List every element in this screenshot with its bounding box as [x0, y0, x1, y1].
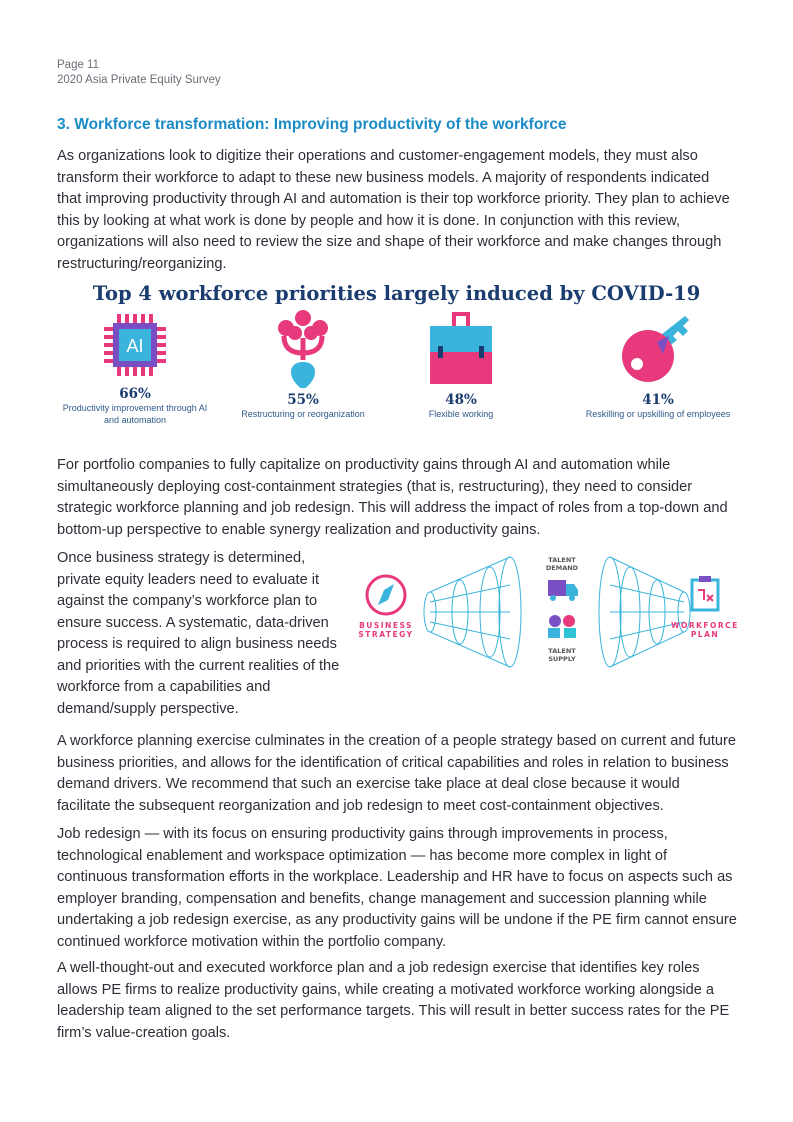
business-strategy-label-1: BUSINESS: [359, 621, 413, 630]
briefcase-icon: [424, 308, 498, 388]
page-header: [57, 58, 221, 88]
priority-item-reskilling: [578, 308, 738, 420]
workforce-plan-label-2: PLAN: [690, 630, 720, 639]
paragraph-workforce-planning: A workforce planning exercise culminates in the creation of a people strategy based on current and future business priorities, and allows for the identification of critical capabilities and roles in relation to business demand drivers. We recommend that such an exercise take place at deal close because it would facilitate the subsequent reorganization and job redesign to meet cost-containment objectives.: [57, 733, 737, 814]
truck-icon: [548, 580, 578, 601]
priority-item-restructuring: [223, 308, 383, 420]
paragraph-intro: As organizations look to digitize their operations and customer-engagement models, they must also transform their workforce to adapt to these new business models. A majority of respondents indicated that improving productivity through AI and automation is their top workforce priority. They plan to achieve this by looking at what work is done by people and how it is done. In conjunction with this review, organizations will also need to review the size and shape of their workforce and make changes through restructuring/reorganizing.: [57, 148, 730, 272]
priority-item-flexible-working: [381, 308, 541, 420]
paragraph-job-redesign: Job redesign — with its focus on ensuring productivity gains through improvements in process, technological enablement and workspace optimization — has become more complex in light of continuous transformation efforts in the workplace. Leadership and HR have to focus on aspects such as employer branding, compensation and benefits, change management and succession planning while undertaking a job redesign exercise, as any productivity gains will be undone if the PE firm cannot ensure continued workforce motivation within the portfolio company.: [57, 826, 737, 950]
priority-percent: 55%: [287, 392, 319, 408]
priority-percent: 48%: [445, 392, 477, 408]
infographic-title: Top 4 workforce priorities largely induced by COVID-19: [92, 282, 701, 305]
priority-item-ai: [55, 308, 215, 426]
org-chart-icon: [266, 308, 340, 388]
ai-chip-icon: [98, 308, 172, 382]
talent-demand-label-2: DEMAND: [545, 564, 579, 572]
paragraph-business-strategy: Once business strategy is determined, private equity leaders need to evaluate it against the company’s workforce plan to ensure success. A systematic, data-driven process is required to align business needs and priorities with the current realities of the workforce from a capabilities and demand/supply perspective.: [57, 550, 340, 717]
priority-label: Reskilling or upskilling of employees: [585, 409, 731, 419]
workforce-planning-diagram: [352, 550, 742, 675]
priority-label: Restructuring or reorganization: [241, 409, 365, 419]
clipboard-icon: [692, 576, 718, 610]
talent-demand-label-1: TALENT: [548, 556, 576, 564]
report-title: 2020 Asia Private Equity Survey: [57, 74, 221, 86]
paragraph-conclusion: A well-thought-out and executed workforce plan and a job redesign exercise that identifies key roles allows PE firms to realize productivity gains, while creating a motivated workforce working alongside a leadership team aligned to the set performance targets. This will result in better success rates for the PE firm’s value-creation goals.: [57, 960, 730, 1041]
section-title: 3. Workforce transformation: Improving productivity of the workforce: [57, 116, 567, 133]
talent-supply-label-1: TALENT: [548, 647, 576, 655]
right-funnel: [599, 557, 690, 667]
chip-text: AI: [126, 336, 144, 356]
priority-percent: 41%: [642, 392, 674, 408]
page-number: Page 11: [57, 59, 99, 71]
business-strategy-label-2: STRATEGY: [358, 630, 414, 639]
priority-percent: 66%: [119, 386, 151, 402]
key-icon: [613, 308, 703, 388]
compass-icon: [367, 576, 405, 614]
paragraph-portfolio: For portfolio companies to fully capitalize on productivity gains through AI and automation while simultaneously deploying cost-containment strategies (that is, restructuring), they need to consider strategic workforce planning and job redesign. This will address the impact of roles from a top-down and bottom-up perspective to enable synergy realization and productivity gains.: [57, 457, 728, 538]
priority-label: Flexible working: [428, 409, 494, 419]
talent-supply-label-2: SUPPLY: [548, 655, 576, 663]
left-funnel: [424, 557, 521, 667]
workforce-plan-label-1: WORKFORCE: [671, 621, 739, 630]
people-icon: [548, 615, 576, 638]
priority-label: Productivity improvement through AI and automation: [62, 403, 208, 425]
